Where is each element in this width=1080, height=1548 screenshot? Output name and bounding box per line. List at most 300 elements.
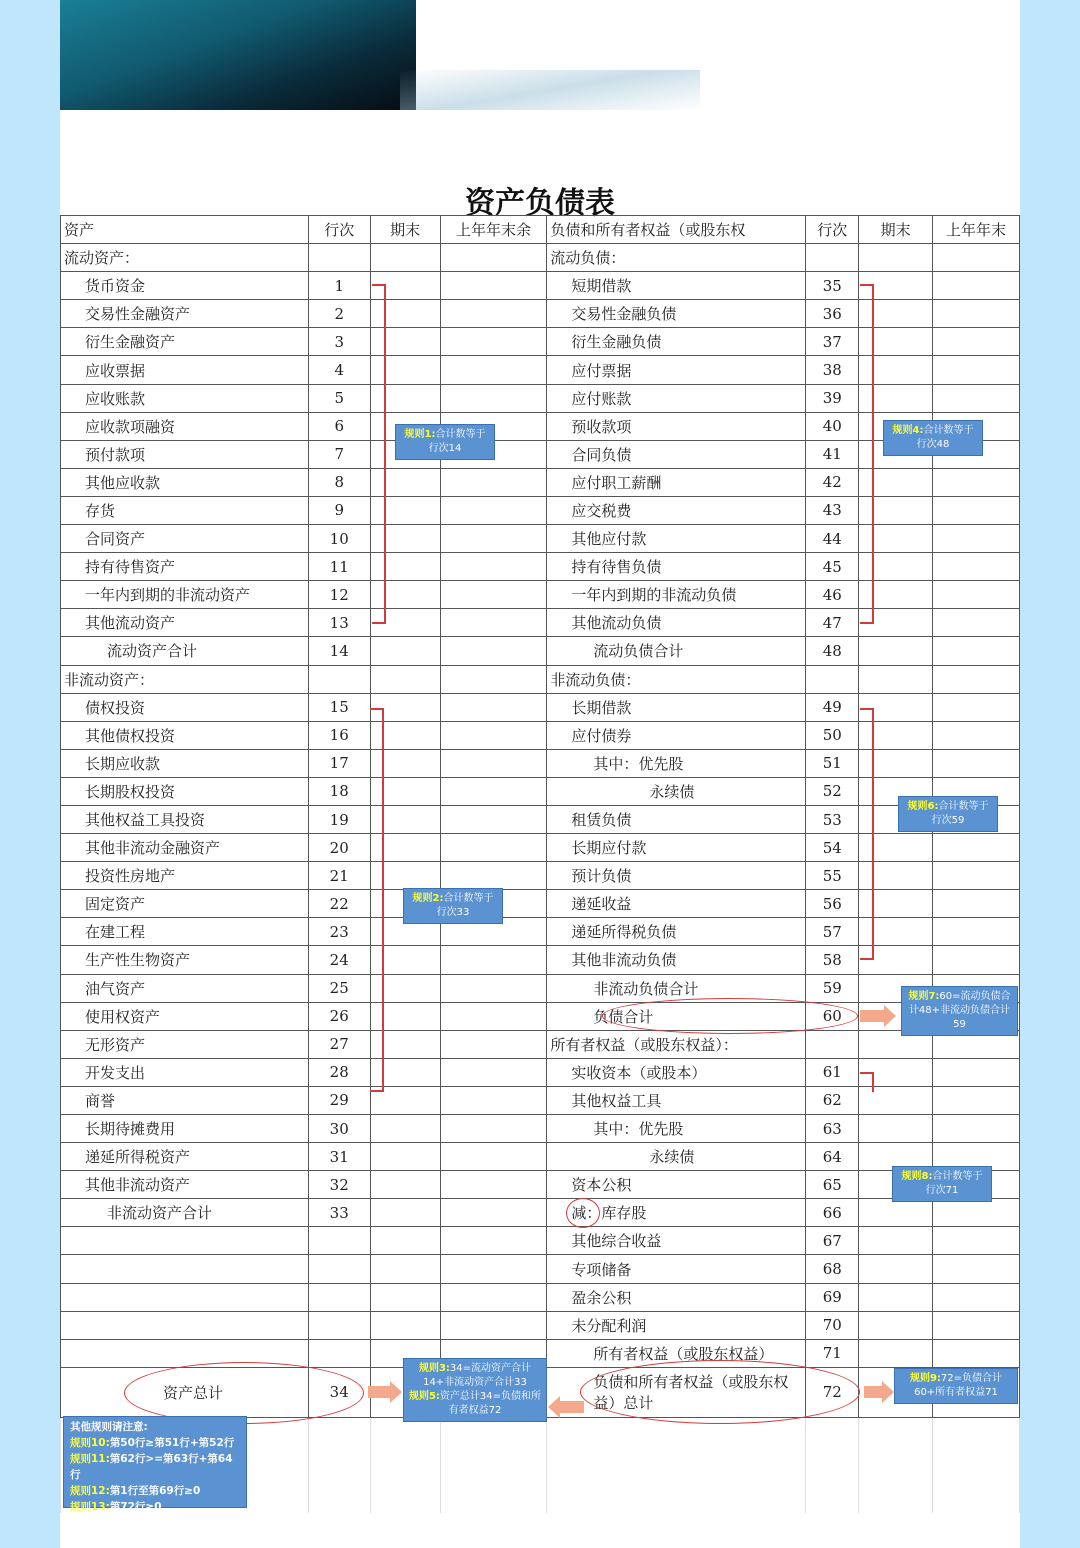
asset-row-no: 33 bbox=[308, 1199, 370, 1227]
liability-prior-end bbox=[933, 496, 1020, 524]
liability-item: 合同负债 bbox=[547, 440, 806, 468]
table-row bbox=[61, 749, 1020, 777]
asset-item: 使用权资产 bbox=[61, 1002, 309, 1030]
asset-prior-end bbox=[440, 1058, 547, 1086]
asset-prior-end bbox=[440, 1227, 547, 1255]
asset-item: 应收票据 bbox=[61, 356, 309, 384]
table-row bbox=[61, 272, 1020, 300]
liability-period-end bbox=[859, 665, 933, 693]
asset-item: 衍生金融资产 bbox=[61, 328, 309, 356]
liability-prior-end bbox=[933, 581, 1020, 609]
asset-prior-end bbox=[440, 1002, 547, 1030]
asset-item: 其他债权投资 bbox=[61, 721, 309, 749]
table-row bbox=[61, 440, 1020, 468]
table-row bbox=[61, 581, 1020, 609]
asset-row-no bbox=[308, 1227, 370, 1255]
liability-row-no: 48 bbox=[806, 637, 859, 665]
liability-row-no: 69 bbox=[806, 1283, 859, 1311]
asset-row-no: 15 bbox=[308, 693, 370, 721]
asset-row-no: 23 bbox=[308, 918, 370, 946]
liability-item: 一年内到期的非流动负债 bbox=[547, 581, 806, 609]
asset-prior-end bbox=[440, 834, 547, 862]
asset-item: 其他流动资产 bbox=[61, 609, 309, 637]
asset-prior-end bbox=[440, 328, 547, 356]
asset-row-no: 20 bbox=[308, 834, 370, 862]
asset-row-no: 34 bbox=[308, 1367, 370, 1417]
liability-prior-end bbox=[933, 862, 1020, 890]
liability-row-no: 50 bbox=[806, 721, 859, 749]
asset-item: 其他应收款 bbox=[61, 468, 309, 496]
asset-item: 投资性房地产 bbox=[61, 862, 309, 890]
table-row bbox=[61, 805, 1020, 833]
sheet-title: 资产负债表 bbox=[465, 186, 615, 221]
table-row bbox=[61, 721, 1020, 749]
asset-item: 存货 bbox=[61, 496, 309, 524]
liability-item: 预计负债 bbox=[547, 862, 806, 890]
liability-prior-end bbox=[933, 1086, 1020, 1114]
table-row bbox=[61, 1283, 1020, 1311]
table-row bbox=[61, 356, 1020, 384]
table-row bbox=[61, 1199, 1020, 1227]
asset-prior-end bbox=[440, 721, 547, 749]
table-row bbox=[61, 1086, 1020, 1114]
asset-prior-end bbox=[440, 749, 547, 777]
asset-prior-end bbox=[440, 1311, 547, 1339]
table-row bbox=[61, 777, 1020, 805]
asset-item: 生产性生物资产 bbox=[61, 946, 309, 974]
liability-period-end bbox=[859, 1199, 933, 1227]
asset-period-end bbox=[370, 665, 440, 693]
liability-row-no: 56 bbox=[806, 890, 859, 918]
liability-row-no: 55 bbox=[806, 862, 859, 890]
liability-row-no: 71 bbox=[806, 1339, 859, 1367]
liability-prior-end bbox=[933, 693, 1020, 721]
liability-prior-end bbox=[933, 1115, 1020, 1143]
liability-row-no: 38 bbox=[806, 356, 859, 384]
table-row bbox=[61, 890, 1020, 918]
liability-item: 租赁负债 bbox=[547, 805, 806, 833]
liability-prior-end bbox=[933, 749, 1020, 777]
table-row bbox=[61, 693, 1020, 721]
table-row bbox=[61, 1115, 1020, 1143]
liability-row-no: 49 bbox=[806, 693, 859, 721]
note-rule-3-5: 规则3:34=流动资产合计14+非流动资产合计33 规则5:资产总计34=负债和所有者权益72 bbox=[403, 1358, 547, 1422]
asset-item: 流动资产合计 bbox=[61, 637, 309, 665]
asset-item: 其他非流动资产 bbox=[61, 1171, 309, 1199]
liability-period-end bbox=[859, 1283, 933, 1311]
liability-row-no: 46 bbox=[806, 581, 859, 609]
asset-item: 长期股权投资 bbox=[61, 777, 309, 805]
asset-row-no bbox=[308, 665, 370, 693]
liability-prior-end bbox=[933, 890, 1020, 918]
liability-item: 持有待售负债 bbox=[547, 553, 806, 581]
asset-item: 无形资产 bbox=[61, 1030, 309, 1058]
asset-prior-end bbox=[440, 693, 547, 721]
asset-period-end bbox=[370, 637, 440, 665]
asset-row-no: 26 bbox=[308, 1002, 370, 1030]
asset-prior-end bbox=[440, 805, 547, 833]
table-row bbox=[61, 862, 1020, 890]
liability-item: 流动负债： bbox=[547, 244, 806, 272]
asset-item: 资产总计 bbox=[61, 1367, 309, 1417]
table-row bbox=[61, 1227, 1020, 1255]
liability-prior-end bbox=[933, 300, 1020, 328]
liability-item: 预收款项 bbox=[547, 412, 806, 440]
liability-row-no: 70 bbox=[806, 1311, 859, 1339]
arrow-head-left-72 bbox=[548, 1396, 560, 1418]
liability-item: 其中：优先股 bbox=[547, 1115, 806, 1143]
note-rule-8: 规则8:合计数等于行次71 bbox=[892, 1166, 992, 1202]
header-row bbox=[61, 216, 1020, 244]
liability-prior-end bbox=[933, 1227, 1020, 1255]
liability-item: 减：库存股 bbox=[547, 1199, 806, 1227]
liability-prior-end bbox=[933, 1339, 1020, 1367]
liability-period-end bbox=[859, 1311, 933, 1339]
arrow-left-72 bbox=[560, 1401, 584, 1413]
asset-prior-end bbox=[440, 356, 547, 384]
liability-period-end bbox=[859, 1115, 933, 1143]
asset-period-end bbox=[370, 1227, 440, 1255]
liability-row-no: 41 bbox=[806, 440, 859, 468]
asset-row-no bbox=[308, 1339, 370, 1367]
asset-item: 开发支出 bbox=[61, 1058, 309, 1086]
asset-prior-end bbox=[440, 468, 547, 496]
asset-prior-end bbox=[440, 553, 547, 581]
liability-period-end bbox=[859, 1339, 933, 1367]
table-row bbox=[61, 637, 1020, 665]
asset-row-no: 32 bbox=[308, 1171, 370, 1199]
arrow-head-34 bbox=[390, 1381, 402, 1403]
liability-row-no bbox=[806, 1030, 859, 1058]
asset-period-end bbox=[370, 1115, 440, 1143]
asset-item: 非流动资产： bbox=[61, 665, 309, 693]
balance-sheet-table bbox=[60, 215, 1020, 1513]
asset-item: 商誉 bbox=[61, 1086, 309, 1114]
asset-period-end bbox=[370, 1283, 440, 1311]
liability-item: 其他流动负债 bbox=[547, 609, 806, 637]
asset-row-no: 1 bbox=[308, 272, 370, 300]
table-row bbox=[61, 300, 1020, 328]
table-row bbox=[61, 609, 1020, 637]
liability-row-no: 43 bbox=[806, 496, 859, 524]
liability-row-no: 59 bbox=[806, 974, 859, 1002]
asset-item: 债权投资 bbox=[61, 693, 309, 721]
liability-row-no: 37 bbox=[806, 328, 859, 356]
asset-row-no: 25 bbox=[308, 974, 370, 1002]
liability-item: 永续债 bbox=[547, 777, 806, 805]
asset-row-no: 6 bbox=[308, 412, 370, 440]
blank-cell bbox=[547, 1417, 806, 1513]
liability-prior-end bbox=[933, 272, 1020, 300]
asset-row-no: 11 bbox=[308, 553, 370, 581]
liability-row-no: 35 bbox=[806, 272, 859, 300]
table-row bbox=[61, 1030, 1020, 1058]
liability-prior-end bbox=[933, 1283, 1020, 1311]
highlight-minus bbox=[566, 1198, 600, 1228]
asset-item: 一年内到期的非流动资产 bbox=[61, 581, 309, 609]
liability-prior-end bbox=[933, 1255, 1020, 1283]
asset-prior-end bbox=[440, 272, 547, 300]
other-rules-box: 其他规则请注意: 规则10:第50行≥第51行+第52行 规则11:第62行>=第63行+第64行 规则12:第1行至第69行≥0 规则13:第72行≥0 bbox=[63, 1416, 247, 1508]
liability-item: 其他综合收益 bbox=[547, 1227, 806, 1255]
asset-item: 在建工程 bbox=[61, 918, 309, 946]
asset-prior-end bbox=[440, 1199, 547, 1227]
arrow-head-60 bbox=[884, 1005, 896, 1027]
asset-item: 长期应收款 bbox=[61, 749, 309, 777]
highlight-total-assets bbox=[124, 1362, 364, 1424]
asset-item bbox=[61, 1283, 309, 1311]
table-row bbox=[61, 974, 1020, 1002]
liability-row-no: 62 bbox=[806, 1086, 859, 1114]
asset-row-no: 22 bbox=[308, 890, 370, 918]
table-row bbox=[61, 384, 1020, 412]
liability-row-no: 61 bbox=[806, 1058, 859, 1086]
liability-row-no: 52 bbox=[806, 777, 859, 805]
asset-row-no: 19 bbox=[308, 805, 370, 833]
col-header-prior-end-2: 上年年末 bbox=[933, 216, 1020, 244]
table-row bbox=[61, 328, 1020, 356]
liability-item: 应付账款 bbox=[547, 384, 806, 412]
liability-prior-end bbox=[933, 637, 1020, 665]
asset-row-no bbox=[308, 244, 370, 272]
asset-prior-end bbox=[440, 1255, 547, 1283]
liability-row-no: 72 bbox=[806, 1367, 859, 1417]
asset-prior-end bbox=[440, 1171, 547, 1199]
liability-prior-end bbox=[933, 1058, 1020, 1086]
liability-prior-end bbox=[933, 468, 1020, 496]
asset-period-end bbox=[370, 1311, 440, 1339]
liability-row-no: 58 bbox=[806, 946, 859, 974]
asset-row-no: 17 bbox=[308, 749, 370, 777]
liability-prior-end bbox=[933, 946, 1020, 974]
asset-prior-end bbox=[440, 946, 547, 974]
asset-period-end bbox=[370, 1255, 440, 1283]
bracket-rule-2 bbox=[370, 708, 384, 1092]
liability-item: 交易性金融负债 bbox=[547, 300, 806, 328]
asset-row-no: 31 bbox=[308, 1143, 370, 1171]
liability-row-no: 60 bbox=[806, 1002, 859, 1030]
liability-item: 所有者权益（或股东权益）： bbox=[547, 1030, 806, 1058]
liability-row-no: 54 bbox=[806, 834, 859, 862]
asset-prior-end bbox=[440, 1283, 547, 1311]
asset-item: 货币资金 bbox=[61, 272, 309, 300]
asset-prior-end bbox=[440, 1143, 547, 1171]
asset-prior-end bbox=[440, 300, 547, 328]
liability-row-no: 67 bbox=[806, 1227, 859, 1255]
asset-prior-end bbox=[440, 1086, 547, 1114]
liability-item: 其他应付款 bbox=[547, 525, 806, 553]
liability-row-no: 64 bbox=[806, 1143, 859, 1171]
highlight-total-liabilities bbox=[602, 998, 858, 1034]
liability-item: 应付票据 bbox=[547, 356, 806, 384]
asset-row-no bbox=[308, 1311, 370, 1339]
liability-item: 资本公积 bbox=[547, 1171, 806, 1199]
liability-period-end bbox=[859, 1227, 933, 1255]
asset-item: 其他权益工具投资 bbox=[61, 805, 309, 833]
asset-prior-end bbox=[440, 525, 547, 553]
asset-prior-end bbox=[440, 609, 547, 637]
liability-item: 其中：优先股 bbox=[547, 749, 806, 777]
table-row bbox=[61, 946, 1020, 974]
liability-row-no: 68 bbox=[806, 1255, 859, 1283]
liability-prior-end bbox=[933, 721, 1020, 749]
asset-row-no bbox=[308, 1255, 370, 1283]
asset-period-end bbox=[370, 244, 440, 272]
asset-row-no: 27 bbox=[308, 1030, 370, 1058]
asset-prior-end bbox=[440, 1030, 547, 1058]
table-row bbox=[61, 1143, 1020, 1171]
liability-row-no: 51 bbox=[806, 749, 859, 777]
bracket-rule-6 bbox=[860, 708, 874, 960]
table-row bbox=[61, 496, 1020, 524]
asset-item: 油气资产 bbox=[61, 974, 309, 1002]
liability-prior-end bbox=[933, 1199, 1020, 1227]
asset-row-no: 18 bbox=[308, 777, 370, 805]
liability-prior-end bbox=[933, 609, 1020, 637]
col-header-liability: 负债和所有者权益（或股东权 bbox=[547, 216, 806, 244]
liability-item: 其他非流动负债 bbox=[547, 946, 806, 974]
asset-row-no: 8 bbox=[308, 468, 370, 496]
asset-prior-end bbox=[440, 862, 547, 890]
liability-item: 流动负债合计 bbox=[547, 637, 806, 665]
asset-item: 交易性金融资产 bbox=[61, 300, 309, 328]
asset-item: 长期待摊费用 bbox=[61, 1115, 309, 1143]
liability-row-no: 36 bbox=[806, 300, 859, 328]
liability-period-end bbox=[859, 244, 933, 272]
asset-prior-end bbox=[440, 777, 547, 805]
col-header-period-end: 期末 bbox=[370, 216, 440, 244]
liability-prior-end bbox=[933, 553, 1020, 581]
asset-row-no: 10 bbox=[308, 525, 370, 553]
liability-item: 长期借款 bbox=[547, 693, 806, 721]
note-rule-4: 规则4:合计数等于行次48 bbox=[883, 420, 983, 456]
asset-prior-end bbox=[440, 384, 547, 412]
asset-item: 预付款项 bbox=[61, 440, 309, 468]
liability-row-no: 57 bbox=[806, 918, 859, 946]
liability-row-no: 53 bbox=[806, 805, 859, 833]
bracket-rule-4 bbox=[860, 284, 874, 624]
table-row bbox=[61, 244, 1020, 272]
asset-item: 合同资产 bbox=[61, 525, 309, 553]
asset-item: 应收款项融资 bbox=[61, 412, 309, 440]
liability-item: 递延所得税负债 bbox=[547, 918, 806, 946]
asset-row-no: 2 bbox=[308, 300, 370, 328]
liability-row-no: 66 bbox=[806, 1199, 859, 1227]
liability-prior-end bbox=[933, 918, 1020, 946]
blank-cell bbox=[370, 1417, 440, 1513]
liability-item: 实收资本（或股本） bbox=[547, 1058, 806, 1086]
liability-item: 负债合计 bbox=[547, 1002, 806, 1030]
liability-row-no: 44 bbox=[806, 525, 859, 553]
table-row bbox=[61, 834, 1020, 862]
asset-row-no: 24 bbox=[308, 946, 370, 974]
col-header-asset: 资产 bbox=[61, 216, 309, 244]
asset-row-no: 28 bbox=[308, 1058, 370, 1086]
asset-item bbox=[61, 1227, 309, 1255]
asset-row-no: 9 bbox=[308, 496, 370, 524]
asset-row-no: 30 bbox=[308, 1115, 370, 1143]
asset-item: 其他非流动金融资产 bbox=[61, 834, 309, 862]
slide-page bbox=[60, 0, 1020, 1548]
table-row bbox=[61, 918, 1020, 946]
asset-prior-end bbox=[440, 1115, 547, 1143]
asset-item: 递延所得税资产 bbox=[61, 1143, 309, 1171]
asset-row-no: 14 bbox=[308, 637, 370, 665]
liability-row-no: 42 bbox=[806, 468, 859, 496]
liability-row-no: 39 bbox=[806, 384, 859, 412]
liability-item: 衍生金融负债 bbox=[547, 328, 806, 356]
liability-item: 非流动负债合计 bbox=[547, 974, 806, 1002]
liability-row-no: 47 bbox=[806, 609, 859, 637]
header-banner bbox=[60, 0, 416, 110]
liability-row-no: 65 bbox=[806, 1171, 859, 1199]
table-row bbox=[61, 1311, 1020, 1339]
liability-item: 应付债券 bbox=[547, 721, 806, 749]
arrow-right-60 bbox=[860, 1010, 884, 1022]
liability-prior-end bbox=[933, 525, 1020, 553]
liability-item: 递延收益 bbox=[547, 890, 806, 918]
asset-row-no: 21 bbox=[308, 862, 370, 890]
asset-row-no: 3 bbox=[308, 328, 370, 356]
col-header-prior-end: 上年年末余 bbox=[440, 216, 547, 244]
bracket-rule-1 bbox=[372, 284, 386, 624]
asset-prior-end bbox=[440, 637, 547, 665]
asset-prior-end bbox=[440, 581, 547, 609]
liability-row-no bbox=[806, 665, 859, 693]
asset-row-no: 4 bbox=[308, 356, 370, 384]
arrow-right-72 bbox=[864, 1386, 882, 1398]
asset-prior-end bbox=[440, 974, 547, 1002]
table-row bbox=[61, 525, 1020, 553]
blank-cell bbox=[308, 1417, 370, 1513]
liability-prior-end bbox=[933, 356, 1020, 384]
header-stripe bbox=[400, 70, 700, 110]
col-header-period-end-2: 期末 bbox=[859, 216, 933, 244]
liability-item: 专项储备 bbox=[547, 1255, 806, 1283]
liability-item: 永续债 bbox=[547, 1143, 806, 1171]
asset-item: 非流动资产合计 bbox=[61, 1199, 309, 1227]
asset-row-no bbox=[308, 1283, 370, 1311]
liability-prior-end bbox=[933, 1311, 1020, 1339]
asset-period-end bbox=[370, 1171, 440, 1199]
table-row bbox=[61, 1058, 1020, 1086]
asset-item: 应收账款 bbox=[61, 384, 309, 412]
asset-prior-end bbox=[440, 244, 547, 272]
table-row bbox=[61, 468, 1020, 496]
liability-item: 负债和所有者权益（或股东权益）总计 bbox=[547, 1367, 806, 1417]
liability-row-no: 45 bbox=[806, 553, 859, 581]
asset-row-no: 12 bbox=[308, 581, 370, 609]
liability-prior-end bbox=[933, 834, 1020, 862]
arrow-right-34 bbox=[368, 1386, 390, 1398]
asset-row-no: 7 bbox=[308, 440, 370, 468]
highlight-total-liab-equity bbox=[580, 1360, 860, 1424]
col-header-row-no-2: 行次 bbox=[806, 216, 859, 244]
blank-cell bbox=[933, 1417, 1020, 1513]
asset-row-no: 13 bbox=[308, 609, 370, 637]
asset-item: 持有待售资产 bbox=[61, 553, 309, 581]
liability-period-end bbox=[859, 637, 933, 665]
note-rule-9: 规则9:72=负债合计60+所有者权益71 bbox=[894, 1368, 1018, 1404]
liability-item: 应交税费 bbox=[547, 496, 806, 524]
liability-item: 其他权益工具 bbox=[547, 1086, 806, 1114]
blank-cell bbox=[859, 1417, 933, 1513]
asset-prior-end bbox=[440, 496, 547, 524]
liability-period-end bbox=[859, 1255, 933, 1283]
liability-prior-end bbox=[933, 665, 1020, 693]
table-row bbox=[61, 1255, 1020, 1283]
liability-item: 盈余公积 bbox=[547, 1283, 806, 1311]
